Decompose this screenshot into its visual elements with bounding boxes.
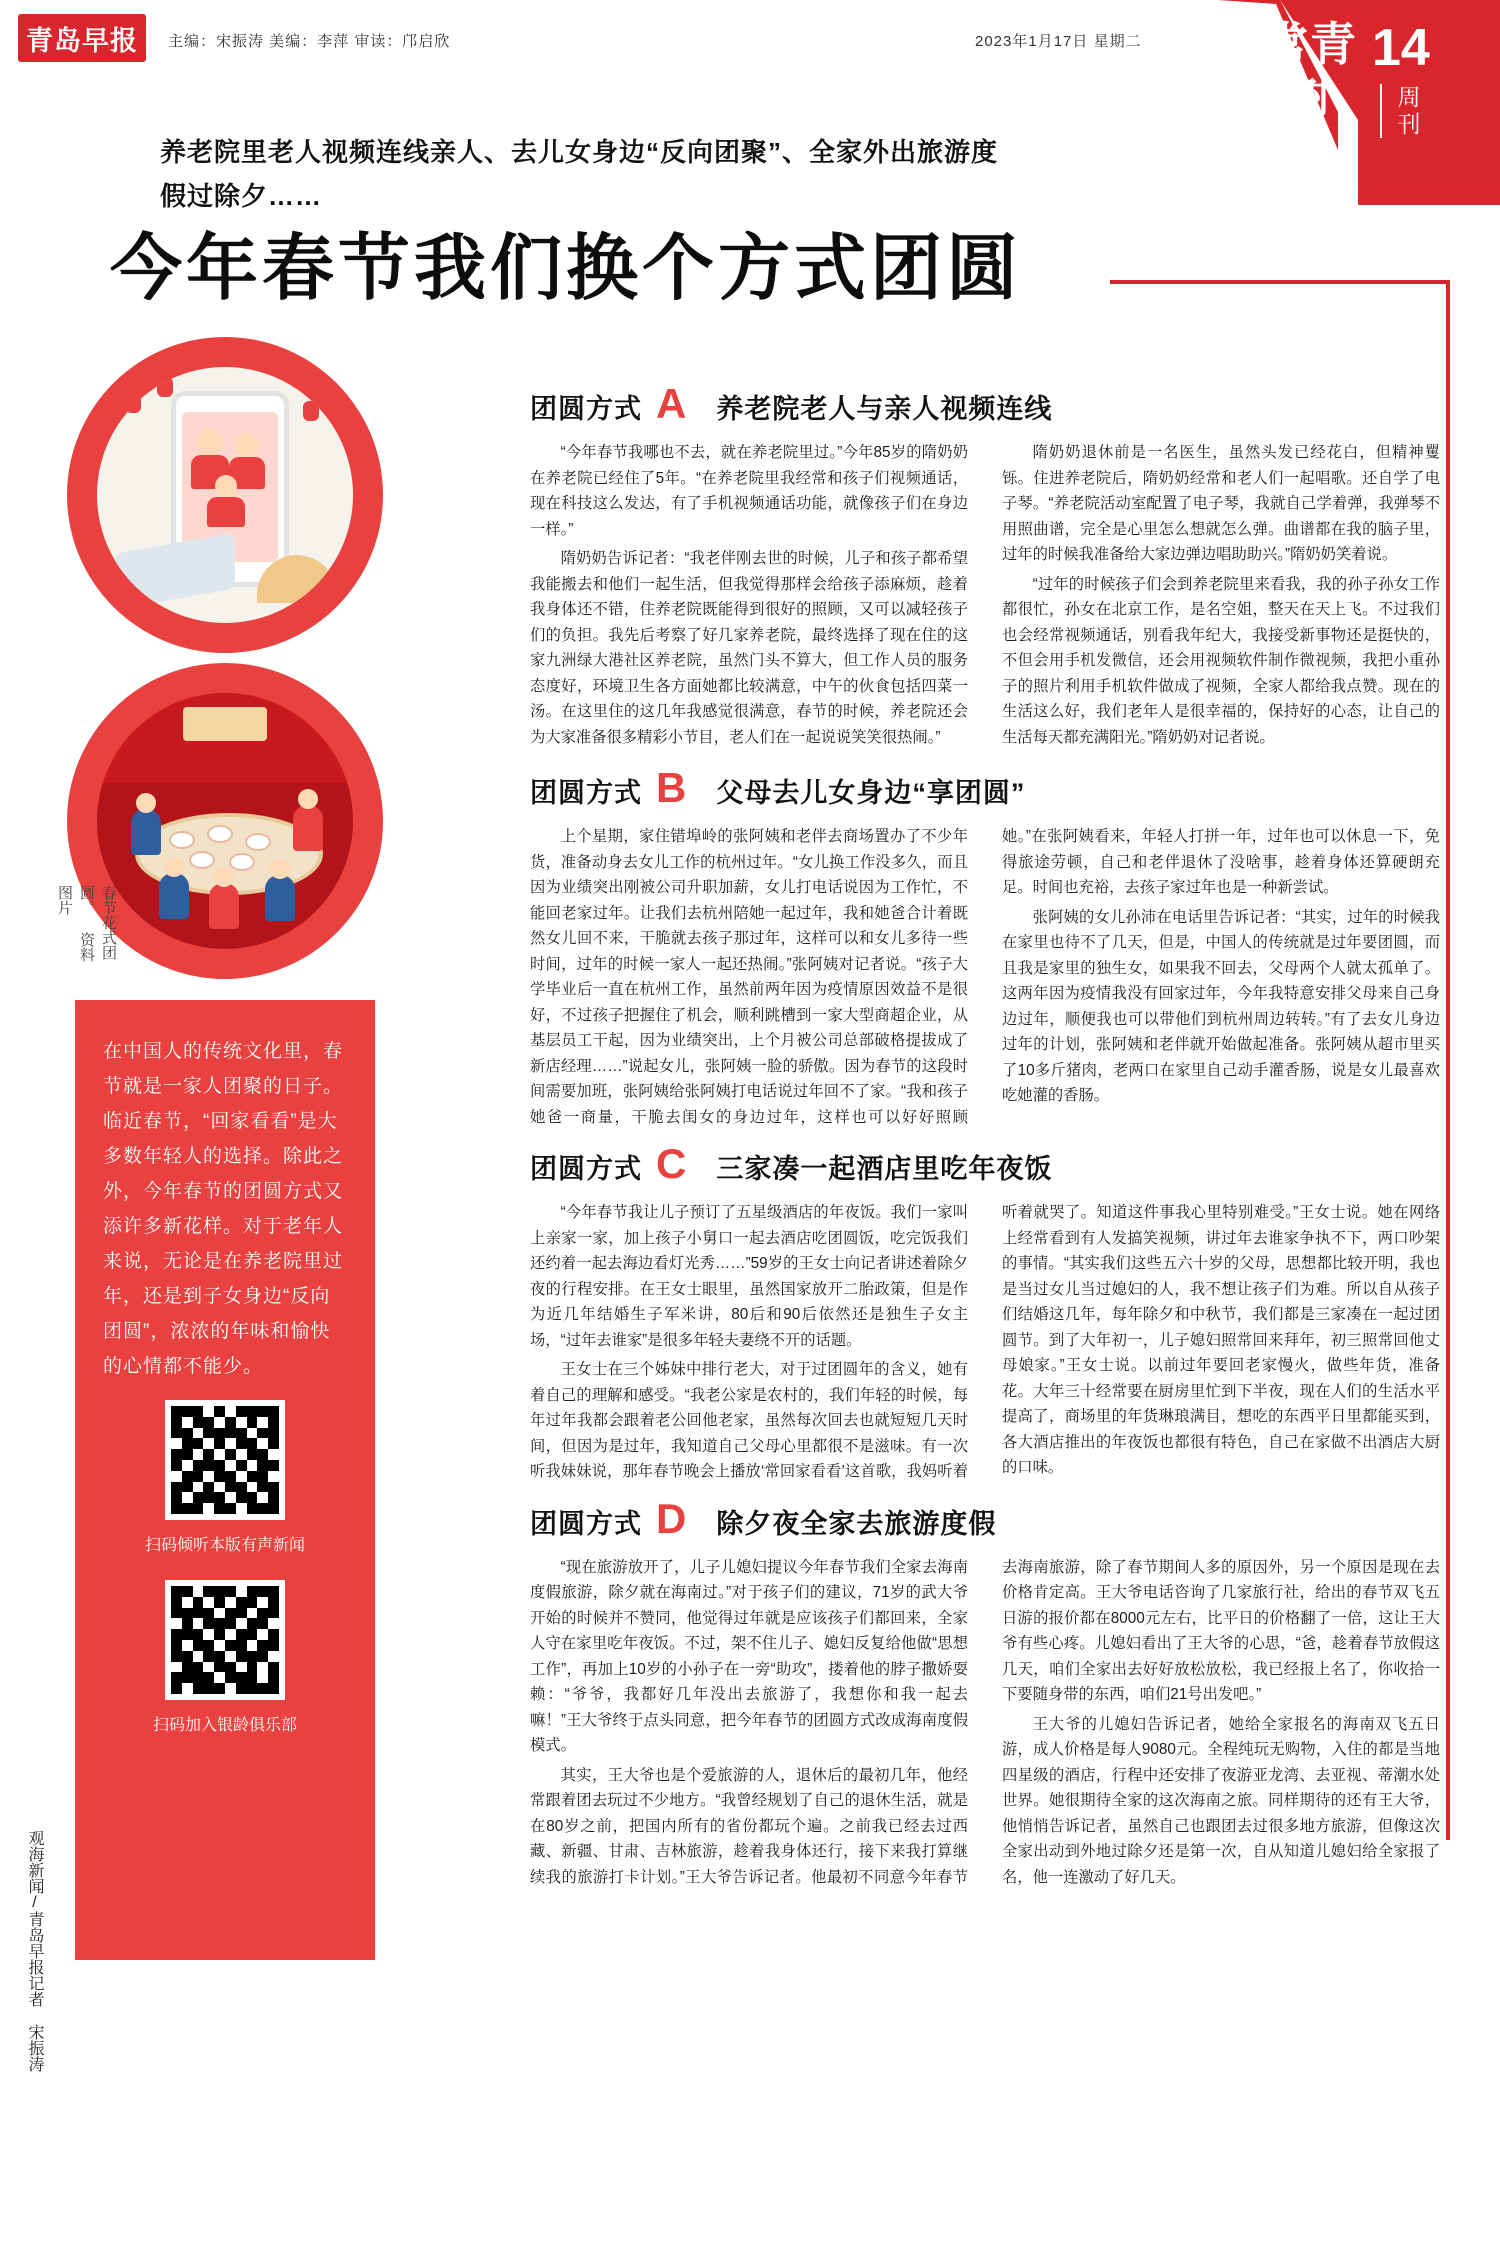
illustration-column xyxy=(56,345,375,971)
paragraph: “今年春节我哪也不去，就在养老院里过。”今年85岁的隋奶奶在养老院已经住了5年。“在养老院里我经常和孩子们视频通话，现在科技这么发达，有了手机视频通话功能，就像孩子们在身边一样。” xyxy=(530,444,968,538)
paragraph: “过年的时候孩子们会到养老院里来看我，我的孙子孙女工作都很忙，孙女在北京工作，是名空姐，整天在天上飞。不过我们也会经常视频通话，别看我年纪大，我接受新事物还是挺快的，不但会用手机发微信，还会用视频软件制作微视频，我把小重孙子的照片利用手机软件做成了视频，全家人都给我点赞。现在的生活这么好，我们老年人是很幸福的，保持好的心态，让自己的生活每天都充满阳光。”隋奶奶对记者说。 xyxy=(1002,575,1440,746)
illustration-video-call xyxy=(75,345,375,645)
article-section-b xyxy=(530,764,1440,1130)
qr-code-club-caption: 扫码加入银龄俱乐部 xyxy=(152,1717,297,1734)
section-b-title: 父母去儿女身边“享团圆” xyxy=(716,778,1026,808)
section-d-columns xyxy=(530,1555,1440,1893)
masthead-credits: 主编：宋振涛 美编：李萍 审读：邝启欣 xyxy=(168,33,451,50)
paragraph: “现在旅游放开了，儿子儿媳妇提议今年春节我们全家去海南度假旅游，除夕就在海南过。”对于孩子们的建议，71岁的武大爷开始的时候并不赞同，他觉得过年就是应该孩子们都回来，全家人守在家里吃年夜饭。不过，架不住儿子、媳妇反复给他做“思想工作”，再加上10岁的小孙子在一旁“助攻”，搂着他的脖子撒娇耍赖：“爷爷，我都好几年没出去旅游了，我想你和我一起去嘛！”王大爷终于点头同意，把今年春节的团圆方式改成海南度假模式。 xyxy=(530,1558,968,1754)
page-title: 今年春节我们换个方式团圆 xyxy=(110,229,1023,309)
flag-title: 常青树 xyxy=(1262,18,1358,122)
illustration-reunion-dinner xyxy=(56,671,375,971)
paragraph: 上个星期，家住错埠岭的张阿姨和老伴去商场置办了不少年货，准备动身去女儿工作的杭州过年。“女儿换工作没多久，而且因为业绩突出刚被公司升职加薪，女儿打电话说因为工作忙，不能回老家过年。让我们去杭州陪她一起过年，我和她爸合计着既然女儿回不来，干脆就去孩子那过年，这样可以和女儿多待一些时间，过年的时候一家人一起还热闹。”张阿姨对记者说。“孩子大学毕业后一直在杭州工作，虽然前两年因为疫情原因效益不是很好，不过孩子把握住了机会，顺利跳槽到一家大型商超企业，从基层员工干起，因为业绩突出，上个月被公司总部破格提拔成了新店经理……”说起女儿，张阿姨一脸的骄傲。因为春节的这段时间需要加班，张阿姨给张阿姨打电话说过年回不了家。“我和孩子她爸一商量，干脆去闺女的身边过年，这样也可以好好照顾她。”在张阿姨看来，年轻人打拼一年，过年也可以休息一下，免得旅途劳顿，自己和老伴退休了没啥事，趁着身体还算硬朗充足。时间也充裕，去孩子家过年也是一种新尝试。 xyxy=(530,828,1440,1126)
illustration-caption: 春节花式团圆。 资料图片 xyxy=(56,885,117,962)
publication-logo: 青岛早报 xyxy=(18,14,146,62)
section-a-letter: A xyxy=(656,380,687,427)
article-section-c xyxy=(530,1140,1440,1485)
paragraph: 张阿姨的女儿孙沛在电话里告诉记者：“其实，过年的时候我在家里也待不了几天，但是，中国人的传统就是过年要团圆，而且我是家里的独生女，如果我不回去，父母两个人就太孤单了。这两年因为疫情我没有回家过年，今年我特意安排父母来自己身边过年，顺便我也可以带他们到杭州周边转转。”有了去女儿身边过年的计划，张阿姨和老伴就开始做起准备。张阿姨从超市里买了10多斤猪肉，老两口在家里自己动手灌香肠，说是女儿最喜欢吃她灌的香肠。 xyxy=(1002,908,1440,1104)
paragraph: 其实，王大爷也是个爱旅游的人，退休后的最初几年，他经常跟着团去玩过不少地方。“我曾经规划了自己的退休生活，就是在80岁之前，把国内所有的省份都玩个遍。之前我已经去过西藏、新疆、甘肃、吉林旅游，趁着我身体还行，接下来我打算继续我的旅游打卡计划。”王大爷告诉记者。他最初不同意今年春节去海南旅游，除了春节期间人多的原因外，另一个原因是现在去价格肯定高。王大爷电话咨询了几家旅行社，给出的春节双飞五日游的报价都在8000元左右，比平日的价格翻了一倍，这让王大爷有些心疼。儿媳妇看出了王大爷的心思，“爸，趁着春节放假这几天，咱们全家出去好好放松放松，我已经报上名了，你收拾一下要随身带的东西，咱们21号出发吧。” xyxy=(530,1558,1440,1886)
paragraph: 王大爷的儿媳妇告诉记者，她给全家报名的海南双飞五日游，成人价格是每人9080元。全程纯玩无购物，入住的都是当地四星级的酒店，行程中还安排了夜游亚龙湾、去亚视、蒂潮水处世界。她很期待全家的这次海南之旅。同样期待的还有王大爷，他悄悄告诉记者，虽然自己也跟团去过很多地方旅游，但像这次全家出动到外地过除夕还是第一次，自从知道儿媳妇给全家报了名，他一连激动了好几天。 xyxy=(1002,1715,1440,1886)
vertical-rule xyxy=(1446,280,1450,1840)
article-section-d xyxy=(530,1494,1440,1893)
paragraph: 隋奶奶退休前是一名医生，虽然头发已经花白，但精神矍铄。住进养老院后，隋奶奶经常和老人们一起唱歌。还自学了电子琴。“养老院活动室配置了电子琴，我就自己学着弹，我弹琴不用照曲谱，完全是心里怎么想就怎么弹。曲谱都在我的脑子里，过年的时候我准备给大家边弹边唱助助兴。”隋奶奶笑着说。 xyxy=(1002,444,1440,563)
qr-code-audio-news[interactable] xyxy=(165,1400,285,1520)
qr-code-club[interactable] xyxy=(165,1580,285,1700)
section-c-columns xyxy=(530,1200,1440,1485)
paragraph: “今年春节我让儿子预订了五星级酒店的年夜饭。我们一家叫上亲家一家，加上孩子小舅口一起去酒店吃团圆饭，吃完饭我们还约着一起去海边看灯光秀……”59岁的王女士向记者讲述着除夕夜的行程安排。在王女士眼里，虽然国家放开二胎政策，但是作为近几年结婚生子军米讲，80后和90后依然还是独生子女主场，“过年去谁家”是很多年轻夫妻绕不开的话题。 xyxy=(530,1204,968,1349)
section-c-letter: C xyxy=(656,1140,687,1187)
section-d-title: 除夕夜全家去旅游度假 xyxy=(716,1508,997,1539)
qr-code-audio-news-caption: 扫码倾听本版有声新闻 xyxy=(144,1537,305,1554)
flag-subtitle: 周刊 xyxy=(1380,84,1429,138)
section-b-letter: B xyxy=(656,764,687,811)
masthead-date: 2023年1月17日 星期二 xyxy=(975,33,1142,50)
section-c-header xyxy=(530,1140,1440,1187)
section-c-title: 三家凑一起酒店里吃年夜饭 xyxy=(716,1154,1053,1184)
standfirst-panel xyxy=(75,1000,375,1960)
section-a-title: 养老院老人与亲人视频连线 xyxy=(716,394,1053,424)
reporter-byline: 观海新闻/青岛早报记者 宋振涛 xyxy=(26,1830,43,2072)
section-a-columns xyxy=(530,440,1440,754)
section-a-header xyxy=(530,380,1440,427)
section-d-letter: D xyxy=(656,1494,687,1542)
article-body xyxy=(530,380,1440,1908)
section-d-label: 团圆方式 xyxy=(530,1508,642,1539)
section-b-columns xyxy=(530,824,1440,1130)
paragraph: 王女士在三个姊妹中排行老大，对于过团圆年的含义，她有着自己的理解和感受。“我老公家是农村的，我们年轻的时候，每年过年我都会跟着老公回他老家，虽然每次回去也就短短几天时间，但因为是过年，我知道自己父母心里都很不是滋味。有一次听我妹妹说，那年春节晚会上播放‘常回家看看’这首歌，我妈听着听着就哭了。知道这件事我心里特别难受。”王女士说。她在网络上经常看到有人发搞笑视频，讲过年去谁家争执不下，两口吵架的事情。“其实我们这些五六十岁的父母，思想都比较开明，我也是当过女儿当过媳妇的人，我不想让孩子们为难。所以自从孩子们结婚这几年，每年除夕和中秋节，我们都是三家凑在一起过团圆节。到了大年初一，儿子媳妇照常回来拜年，初三照常回他丈母娘家。”王女士说。以前过年要回老家慢火，做些年货，准备花。大年三十经常要在厨房里忙到下半夜，现在人们的生活水平提高了，商场里的年货琳琅满目，想吃的东西平日里都能买到，各大酒店推出的年夜饭也都很有特色，自己在家做不出酒店大厨的口味。 xyxy=(530,1204,1440,1480)
section-c-label: 团圆方式 xyxy=(530,1154,642,1184)
flag-issue-number: 14 xyxy=(1372,19,1430,77)
kicker: 养老院里老人视频连线亲人、去儿女身边“反向团聚”、全家外出旅游度假过除夕…… xyxy=(160,137,999,211)
standfirst-text: 在中国人的传统文化里，春节就是一家人团聚的日子。临近春节，“回家看看”是大多数年轻人的选择。除此之外，今年春节的团圆方式又添许多新花样。对于老年人来说，无论是在养老院里过年，还是到子女身边“反向团圆”，浓浓的年味和愉快的心情都不能少。 xyxy=(103,1041,344,1377)
section-a-label: 团圆方式 xyxy=(530,394,642,424)
section-d-header xyxy=(530,1494,1440,1542)
paragraph: 隋奶奶告诉记者：“我老伴刚去世的时候，儿子和孩子都希望我能搬去和他们一起生活，但我觉得那样会给孩子添麻烦，趁着我身体还不错，住养老院既能得到很好的照顾，又可以减轻孩子们的负担。我先后考察了好几家养老院，最终选择了现在住的这家九洲绿大港社区养老院，虽然门头不算大，但工作人员的服务态度好，环境卫生各方面她都比较满意，中午的伙食包括四菜一汤。在这里住的这几年我感觉很满意，春节的时候，养老院还会为大家准备很多精彩小节目，老人们在一起说说笑笑很热闹。” xyxy=(530,550,968,746)
section-b-label: 团圆方式 xyxy=(530,778,642,808)
headline-rule xyxy=(1110,280,1450,284)
section-b-header xyxy=(530,764,1440,811)
article-section-a xyxy=(530,380,1440,754)
